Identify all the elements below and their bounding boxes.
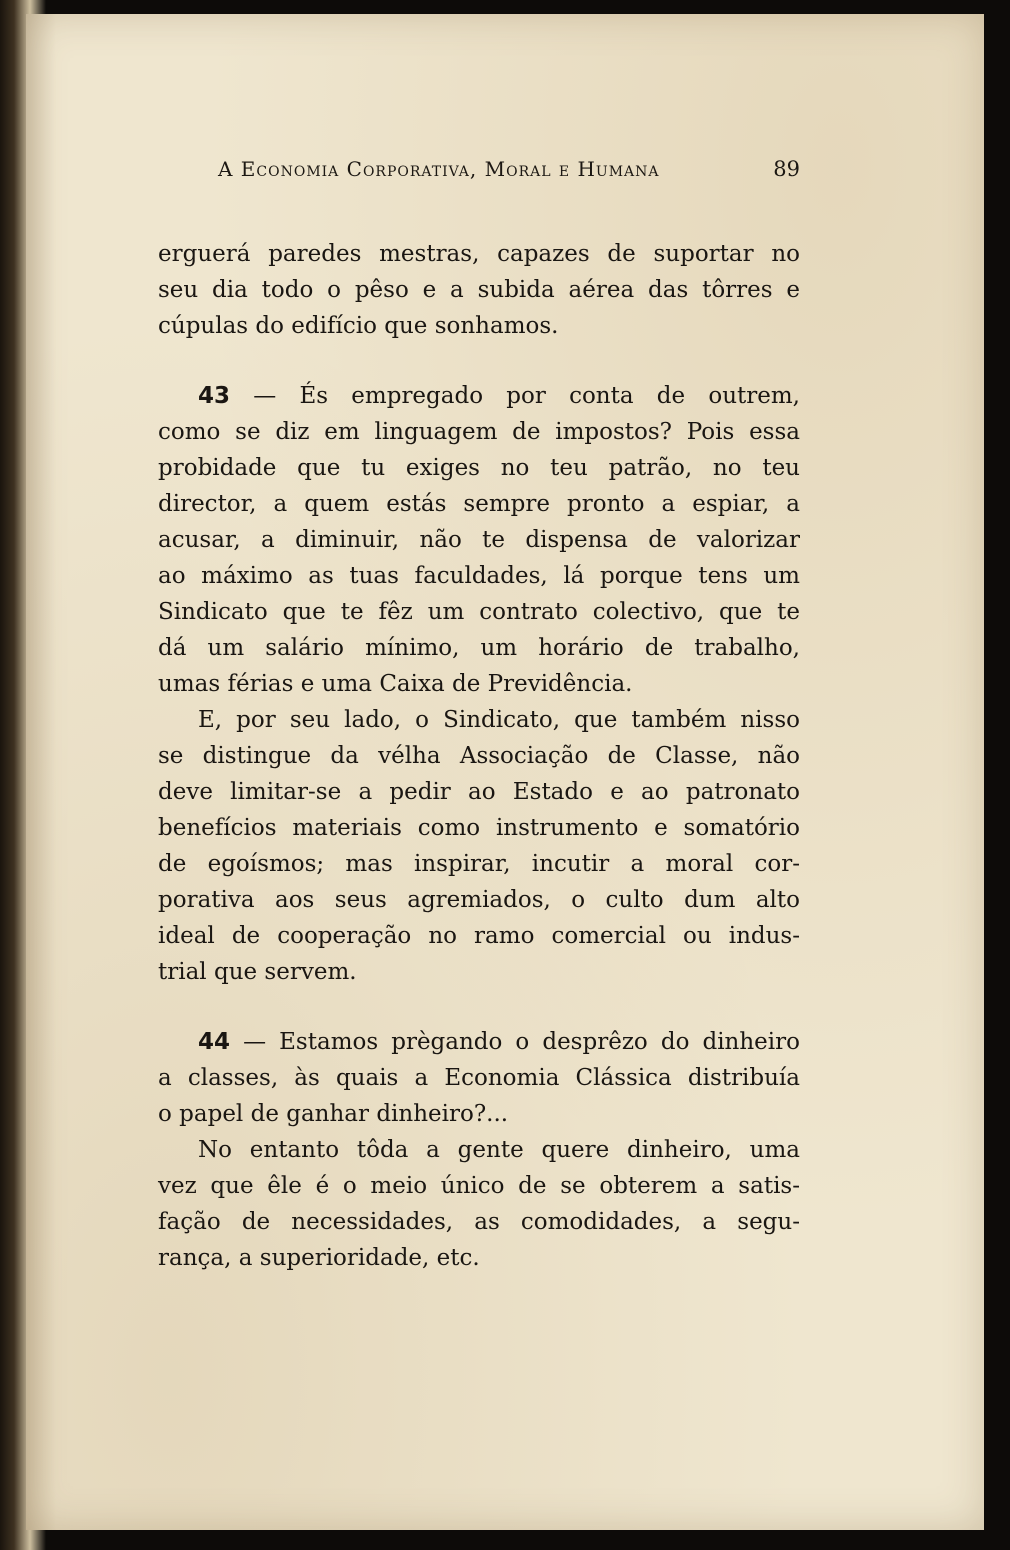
text-line: deve limitar-se a pedir ao Estado e ao patronato xyxy=(158,779,800,805)
text-line: umas férias e uma Caixa de Previdência. xyxy=(158,671,633,697)
text-line: vez que êle é o meio único de se obterem a satis- xyxy=(158,1173,800,1199)
text-line: dá um salário mínimo, um horário de trabalho, xyxy=(158,635,800,661)
running-head xyxy=(190,153,800,187)
page-number: 89 xyxy=(773,157,800,181)
text-line: ao máximo as tuas faculdades, lá porque tens um xyxy=(158,563,800,589)
text-line: director, a quem estás sempre pronto a espiar, a xyxy=(158,491,800,517)
paragraph-number: 44 xyxy=(198,1029,231,1055)
text-line: de egoísmos; mas inspirar, incutir a moral cor- xyxy=(158,851,800,877)
text-line: porativa aos seus agremiados, o culto dum alto xyxy=(158,887,800,913)
text-line: No entanto tôda a gente quere dinheiro, uma xyxy=(198,1137,800,1163)
text-line: o papel de ganhar dinheiro?... xyxy=(158,1101,509,1127)
paragraph-number: 43 xyxy=(198,383,231,409)
text-line: E, por seu lado, o Sindicato, que também nisso xyxy=(198,707,800,733)
text-line: erguerá paredes mestras, capazes de suportar no xyxy=(158,241,800,267)
text-line: seu dia todo o pêso e a subida aérea das tôrres e xyxy=(158,277,800,303)
text-line: cúpulas do edifício que sonhamos. xyxy=(158,313,559,339)
text-line: acusar, a diminuir, não te dispensa de valorizar xyxy=(158,527,800,553)
text-line: ideal de cooperação no ramo comercial ou indus- xyxy=(158,923,800,949)
text-line: Sindicato que te fêz um contrato colectivo, que te xyxy=(158,599,800,625)
running-head-title: A Economia Corporativa, Moral e Humana xyxy=(218,157,660,181)
text-line: benefícios materiais como instrumento e somatório xyxy=(158,815,800,841)
text-line: como se diz em linguagem de impostos? Pois essa xyxy=(158,419,800,445)
text-line: fação de necessidades, as comodidades, a segu- xyxy=(158,1209,800,1235)
text-line: a classes, às quais a Economia Clássica distribuía xyxy=(158,1065,800,1091)
paragraph-43-first-line: 43 — És empregado por conta de outrem, xyxy=(198,383,800,409)
text-line: trial que servem. xyxy=(158,959,357,985)
text-line: se distingue da vélha Associação de Classe, não xyxy=(158,743,800,769)
text-line: probidade que tu exiges no teu patrão, no teu xyxy=(158,455,800,481)
text-line: rança, a superioridade, etc. xyxy=(158,1245,480,1271)
paragraph-44-first-line: 44 — Estamos prègando o desprêzo do dinheiro xyxy=(198,1029,800,1055)
